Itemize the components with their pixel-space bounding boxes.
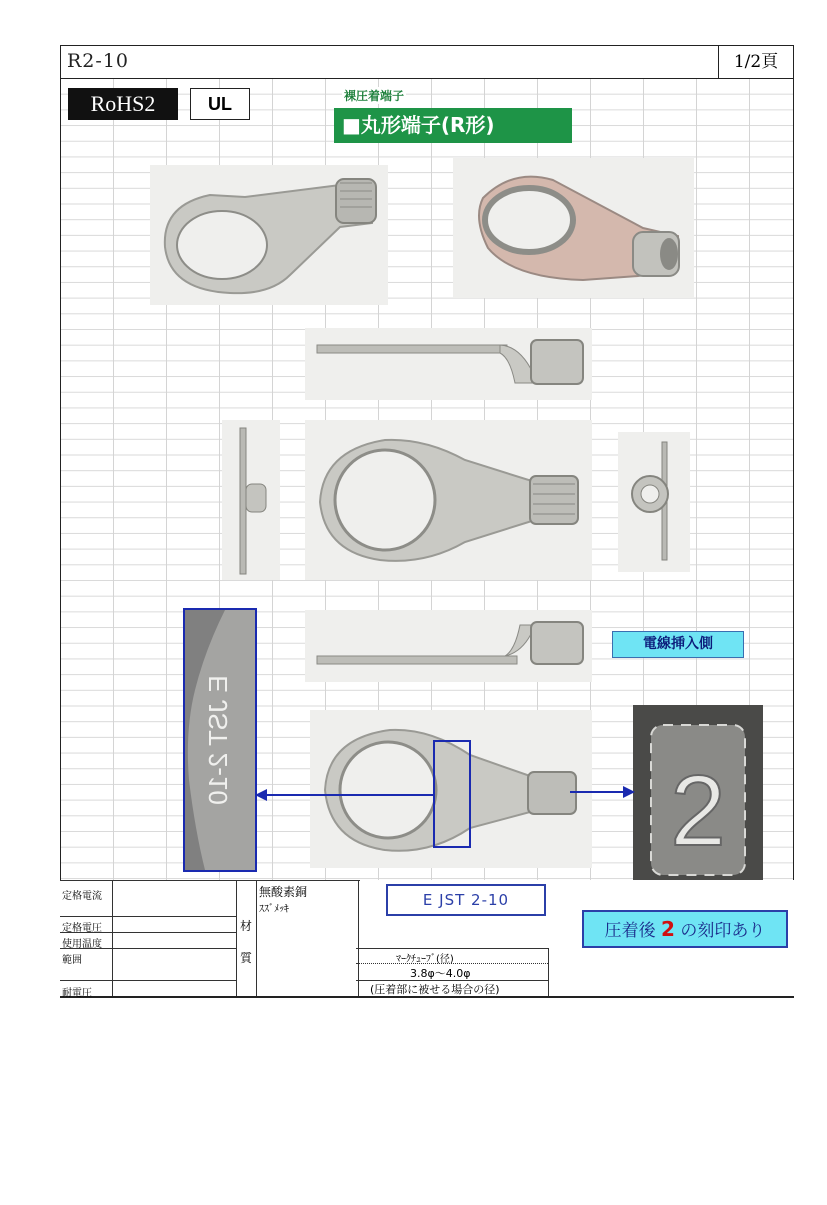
arrows-overlay	[255, 785, 635, 805]
stamp-note	[582, 910, 788, 948]
title-row	[61, 46, 793, 79]
temp-range-label-1: 使用温度	[62, 939, 102, 950]
arrow-right-head	[623, 786, 635, 798]
marking-tube-note: (圧着部に被せる場合の径)	[370, 983, 500, 996]
page-number: 1/2頁	[718, 46, 793, 78]
stamp-note-before: 圧着後	[604, 921, 662, 941]
wire-insertion-side-label: 電線挿入側	[612, 631, 744, 658]
rohs-badge: RoHS2	[68, 88, 178, 120]
category-title: ■丸形端子(R形)	[334, 108, 572, 143]
terminal-photo-front	[305, 420, 592, 580]
marking-text-box: E JST 2-10	[386, 884, 546, 916]
withstand-voltage-label: 耐電圧	[62, 988, 92, 999]
stamp-closeup-text: E JST 2-10	[203, 675, 233, 805]
plating-value: ｽｽﾞﾒｯｷ	[259, 904, 289, 915]
temp-range-label-2: 範囲	[62, 955, 82, 966]
terminal-photo-end-right	[618, 432, 690, 572]
category-subtitle: 裸圧着端子	[344, 89, 405, 103]
arrow-left-head	[255, 789, 267, 801]
marking-tube-header: ﾏｰｸﾁｭｰﾌﾞ(径)	[396, 954, 454, 965]
material-value: 無酸素銅	[259, 885, 308, 899]
terminal-photo-edge-left	[222, 420, 280, 580]
ul-badge: UL	[190, 88, 250, 120]
rated-voltage-label: 定格電圧	[62, 923, 102, 934]
terminal-photo-top-right	[453, 158, 694, 298]
marking-tube-value: 3.8φ～4.0φ	[410, 967, 471, 980]
material-label-1: 材	[240, 919, 253, 933]
stamp-digit-closeup	[633, 705, 763, 893]
part-code: R2-10	[67, 50, 129, 72]
terminal-photo-top-left	[150, 165, 388, 305]
terminal-photo-side-top	[305, 328, 592, 400]
stamp-note-digit: 2	[661, 917, 675, 941]
material-label-2: 質	[240, 951, 253, 965]
stamp-closeup-frame	[183, 608, 257, 872]
rated-current-label: 定格電流	[62, 891, 102, 902]
terminal-photo-side-bottom	[305, 610, 592, 682]
stamp-digit-text: 2	[670, 755, 726, 867]
stamp-note-after: の刻印あり	[674, 921, 766, 941]
